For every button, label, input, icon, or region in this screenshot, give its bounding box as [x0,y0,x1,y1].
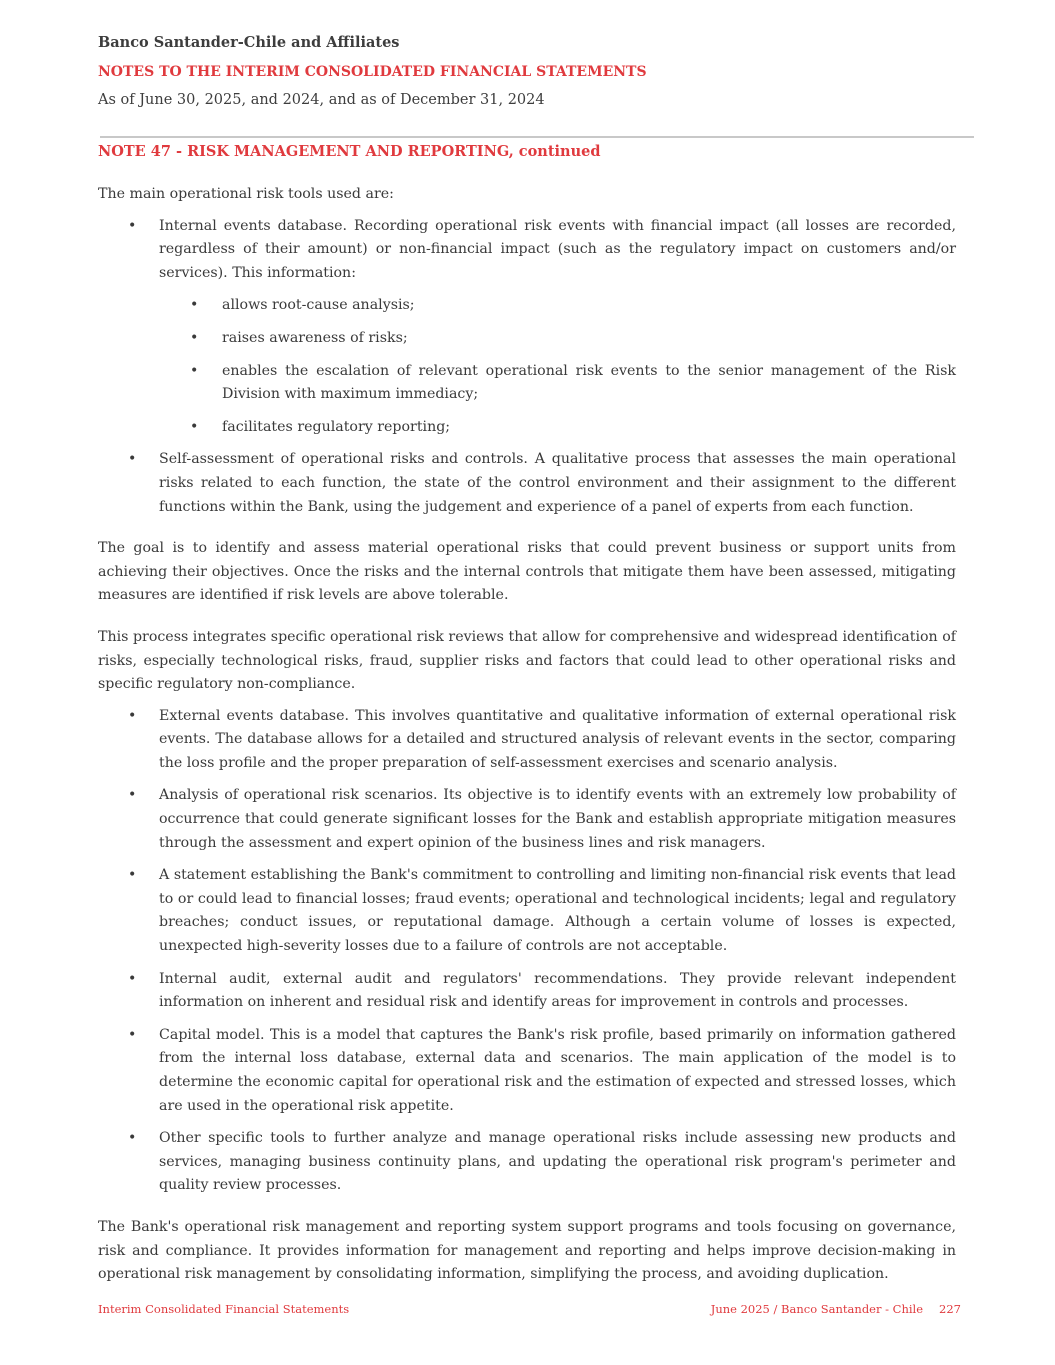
list-item: • Internal audit, external audit and regulators' recommendations. They provide relevant independent information on inherent and residual risk and identify areas for improvement in controls and processes. [98,968,956,1015]
notes-title: NOTES TO THE INTERIM CONSOLIDATED FINANCIAL STATEMENTS [98,64,647,80]
list-item: • Analysis of operational risk scenarios. Its objective is to identify events with an extremely low probability of occurrence that could generate significant losses for the Bank and establish appropriate mitigation measures through the assessment and expert opinion of the business lines and risk managers. [98,784,956,855]
list-item: • Self-assessment of operational risks and controls. A qualitative process that assesses the main operational risks related to each function, the state of the control environment and their assignment to the different functions within the Bank, using the judgement and experience of a panel of experts from each function. [98,448,956,519]
tools-list-1 [98,215,956,520]
tools-list-2 [98,705,956,1198]
closing-paragraph: The Bank's operational risk management and reporting system support programs and tools focusing on governance, risk and compliance. It provides information for management and reporting and helps improve decision-making in operational risk management by consolidating information, simplifying the process, and avoiding duplication. [98,1218,956,1283]
reporting-period: As of June 30, 2025, and 2024, and as of December 31, 2024 [98,92,545,108]
process-paragraph: This process integrates specific operational risk reviews that allow for comprehensive and widespread identification of risks, especially technological risks, fraud, supplier risks and factors that could lead to other operational risks and specific regulatory non-compliance. [98,628,956,693]
list-item: • External events database. This involves quantitative and qualitative information of external operational risk events. The database allows for a detailed and structured analysis of relevant events in the sector, comparing the loss profile and the proper preparation of self-assessment exercises and scenario analysis. [98,705,956,776]
footer-right [711,1302,961,1316]
footer-document-title: Interim Consolidated Financial Statements [98,1302,350,1316]
note-body [98,183,956,1305]
footer-date-bank: June 2025 / Banco Santander - Chile [710,1302,924,1316]
list-item: • Other specific tools to further analyze and manage operational risks include assessing new products and services, managing business continuity plans, and updating the operational risk program's perimeter and quality review processes. [98,1127,956,1198]
list-item: • facilitates regulatory reporting; [159,416,956,440]
note-heading: NOTE 47 - RISK MANAGEMENT AND REPORTING, continued [98,143,601,160]
list-item: • raises awareness of risks; [159,327,956,351]
intro-paragraph: The main operational risk tools used are: [98,186,394,202]
list-item-text: Internal events database. Recording operational risk events with financial impact (all losses are recorded, regardless of their amount) or non-financial impact (such as the regulatory impact on customers and/or services). This information: [159,217,956,281]
list-item: • A statement establishing the Bank's commitment to controlling and limiting non-financial risk events that lead to or could lead to financial losses; fraud events; operational and technological incidents; legal and regulatory breaches; conduct issues, or reputational damage. Although a certain volume of losses is expected, unexpected high-severity losses due to a failure of controls are not acceptable. [98,864,956,958]
page-number: 227 [939,1302,961,1316]
list-item: • enables the escalation of relevant operational risk events to the senior management of the Risk Division with maximum immediacy; [159,360,956,407]
company-name: Banco Santander-Chile and Affiliates [98,34,400,51]
header-divider [100,136,974,138]
goal-paragraph: The goal is to identify and assess material operational risks that could prevent business or support units from achieving their objectives. Once the risks and the internal controls that mitigate them have been assessed, mitigating measures are identified if risk levels are above tolerable. [98,540,956,604]
list-item: • Capital model. This is a model that captures the Bank's risk profile, based primarily on information gathered from the internal loss database, external data and scenarios. The main application of the model is to determine the economic capital for operational risk and the estimation of expected and stressed losses, which are used in the operational risk appetite. [98,1024,956,1118]
list-item [98,215,956,440]
list-item: • allows root-cause analysis; [159,294,956,318]
database-benefits-list [159,294,956,439]
